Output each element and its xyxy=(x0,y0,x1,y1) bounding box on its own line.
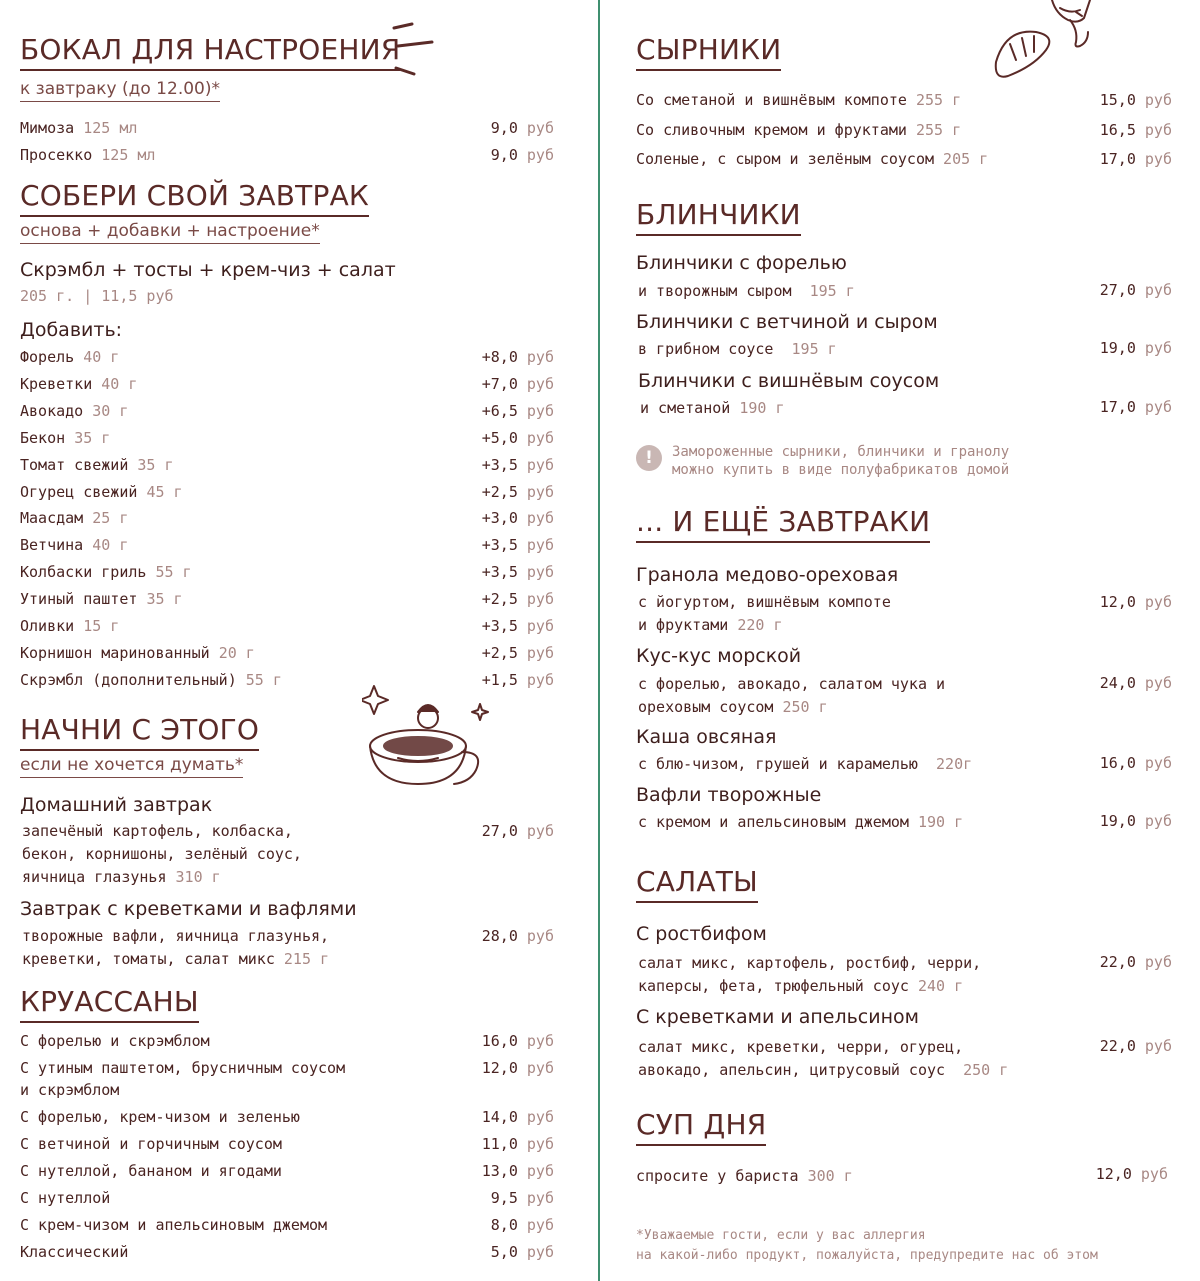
menu-item: Бекон 35 г +5,0 руб xyxy=(20,428,554,447)
menu-item: С крем-чизом и апельсиновым джемом 8,0 руб xyxy=(20,1216,554,1234)
base-combo: Скрэмбл + тосты + крем-чиз + салат xyxy=(20,259,396,281)
column-divider xyxy=(598,0,600,1281)
section-title-salaty: САЛАТЫ xyxy=(636,866,758,903)
menu-item: С форелью и скрэмблом 16,0 руб xyxy=(20,1032,554,1050)
dish-price: 22,0 руб xyxy=(1099,1037,1172,1055)
section-subtitle-nachni: если не хочется думать* xyxy=(20,755,243,778)
dish-name: Блинчики с форелью xyxy=(636,252,847,274)
dish-desc: салат микс, картофель, ростбиф, черри, каперсы, фета, трюфельный соус 240 г xyxy=(638,954,982,995)
menu-item: С нутеллой 9,5 руб xyxy=(20,1189,554,1207)
add-label: Добавить: xyxy=(20,319,123,341)
dish-desc: салат микс, креветки, черри, огурец, авокадо, апельсин, цитрусовый соус 250 г xyxy=(638,1038,1009,1079)
dish-desc: запечёный картофель, колбаска, бекон, корнишоны, зелёный соус, яичница глазунья 310 г xyxy=(22,822,302,886)
girl-in-cup-doodle-icon xyxy=(362,672,492,792)
dish-desc: с блю-чизом, грушей и карамелью 220г xyxy=(638,755,973,773)
dish-desc: с йогуртом, вишнёвым компоте и фруктами 220 г xyxy=(638,593,891,634)
dish-name: С креветками и апельсином xyxy=(636,1006,919,1028)
menu-item: Просекко 125 мл 9,0 руб xyxy=(20,146,554,164)
menu-item: С ветчиной и горчичным соусом 11,0 руб xyxy=(20,1135,554,1153)
section-title-sobery: СОБЕРИ СВОЙ ЗАВТРАК xyxy=(20,180,369,217)
section-title-nachni: НАЧНИ С ЭТОГО xyxy=(20,714,259,751)
dish-price: 12,0 руб xyxy=(1099,593,1172,611)
menu-item: Оливки 15 г +3,5 руб xyxy=(20,617,554,635)
menu-item: Утиный паштет 35 г +2,5 руб xyxy=(20,590,554,609)
dish-name: Вафли творожные xyxy=(636,784,822,806)
menu-item: Форель 40 г +8,0 руб xyxy=(20,348,554,366)
section-title-sup: СУП ДНЯ xyxy=(636,1109,766,1146)
menu-item: Колбаски гриль 55 г +3,5 руб xyxy=(20,563,554,582)
menu-item: Корнишон маринованный 20 г +2,5 руб xyxy=(20,643,554,662)
dish-name: Гранола медово-ореховая xyxy=(636,564,899,586)
allergy-footnote: *Уважаемые гости, если у вас аллергия на какой-либо продукт, пожалуйста, предупредите нас об этом xyxy=(636,1228,1098,1263)
menu-item: С нутеллой, бананом и ягодами 13,0 руб xyxy=(20,1162,554,1180)
menu-item: С утиным паштетом, брусничным соусом 12,0 руб xyxy=(20,1059,554,1077)
menu-item: Авокадо 30 г +6,5 руб xyxy=(20,401,554,420)
menu-item: Со сметаной и вишнёвым компоте 255 г 15,0 руб xyxy=(636,91,1172,109)
dish-price: 28,0 руб xyxy=(481,927,554,945)
menu-item: С форелью, крем-чизом и зеленью 14,0 руб xyxy=(20,1108,554,1126)
section-title-bokal: БОКАЛ ДЛЯ НАСТРОЕНИЯ xyxy=(20,34,400,71)
dish-desc: с кремом и апельсиновым джемом 190 г xyxy=(638,813,964,831)
menu-item-cont: и скрэмблом xyxy=(20,1081,120,1099)
menu-item: Скрэмбл (дополнительный) 55 г +1,5 руб xyxy=(20,670,554,689)
section-title-blinchiki: БЛИНЧИКИ xyxy=(636,199,801,236)
section-title-kruassany: КРУАССАНЫ xyxy=(20,986,199,1023)
menu-item: Огурец свежий 45 г +2,5 руб xyxy=(20,482,554,501)
dish-desc: с форелью, авокадо, салатом чука и ореховым соусом 250 г xyxy=(638,675,946,716)
three-lines-doodle-icon xyxy=(388,18,438,80)
dish-price: 17,0 руб xyxy=(1099,398,1172,416)
dish-desc: и сметаной 190 г xyxy=(640,399,785,417)
dish-desc: и творожным сыром 195 г xyxy=(638,282,855,300)
dish-name: Завтрак с креветками и вафлями xyxy=(20,898,357,920)
dish-name: Блинчики с ветчиной и сыром xyxy=(636,311,938,333)
section-title-eshche: ... И ЕЩЁ ЗАВТРАКИ xyxy=(636,506,930,543)
frozen-note: Замороженные сырники, блинчики и гранолу можно купить в виде полуфабрикатов домой xyxy=(672,444,1010,478)
section-subtitle-bokal: к завтраку (до 12.00)* xyxy=(20,79,220,102)
soup-desc: спросите у бариста 300 г xyxy=(636,1167,853,1185)
dish-name: Каша овсяная xyxy=(636,726,777,748)
menu-item: Креветки 40 г +7,0 руб xyxy=(20,374,554,393)
section-title-syrniki: СЫРНИКИ xyxy=(636,34,781,71)
dish-desc: творожные вафли, яичница глазунья, креветки, томаты, салат микс 215 г xyxy=(22,927,330,968)
base-info: 205 г. | 11,5 руб xyxy=(20,287,174,305)
dish-name: Домашний завтрак xyxy=(20,794,213,816)
menu-item: Мимоза 125 мл 9,0 руб xyxy=(20,119,554,137)
menu-item: Маасдам 25 г +3,0 руб xyxy=(20,509,554,528)
croissant-bakery-doodle-icon xyxy=(990,0,1100,86)
dish-price: 24,0 руб xyxy=(1099,674,1172,692)
menu-item: Ветчина 40 г +3,5 руб xyxy=(20,536,554,555)
dish-name: Кус-кус морской xyxy=(636,645,802,667)
dish-price: 27,0 руб xyxy=(1099,281,1172,299)
section-subtitle-sobery: основа + добавки + настроение* xyxy=(20,221,320,244)
menu-item: Томат свежий 35 г +3,5 руб xyxy=(20,455,554,474)
dish-price: 19,0 руб xyxy=(1099,339,1172,357)
dish-desc: в грибном соусе 195 г xyxy=(638,340,837,358)
dish-price: 22,0 руб xyxy=(1099,953,1172,971)
dish-price: 16,0 руб xyxy=(1099,754,1172,772)
dish-name: С ростбифом xyxy=(636,923,767,945)
info-icon: ! xyxy=(636,445,662,471)
menu-item: Со сливочным кремом и фруктами 255 г 16,5 руб xyxy=(636,120,1172,139)
dish-name: Блинчики с вишнёвым соусом xyxy=(638,370,940,392)
menu-item: Соленые, с сыром и зелёным соусом 205 г 17,0 руб xyxy=(636,150,1172,168)
soup-price: 12,0 руб xyxy=(1095,1165,1168,1183)
dish-price: 19,0 руб xyxy=(1099,812,1172,830)
menu-item: Классический 5,0 руб xyxy=(20,1243,554,1261)
dish-price: 27,0 руб xyxy=(481,822,554,840)
